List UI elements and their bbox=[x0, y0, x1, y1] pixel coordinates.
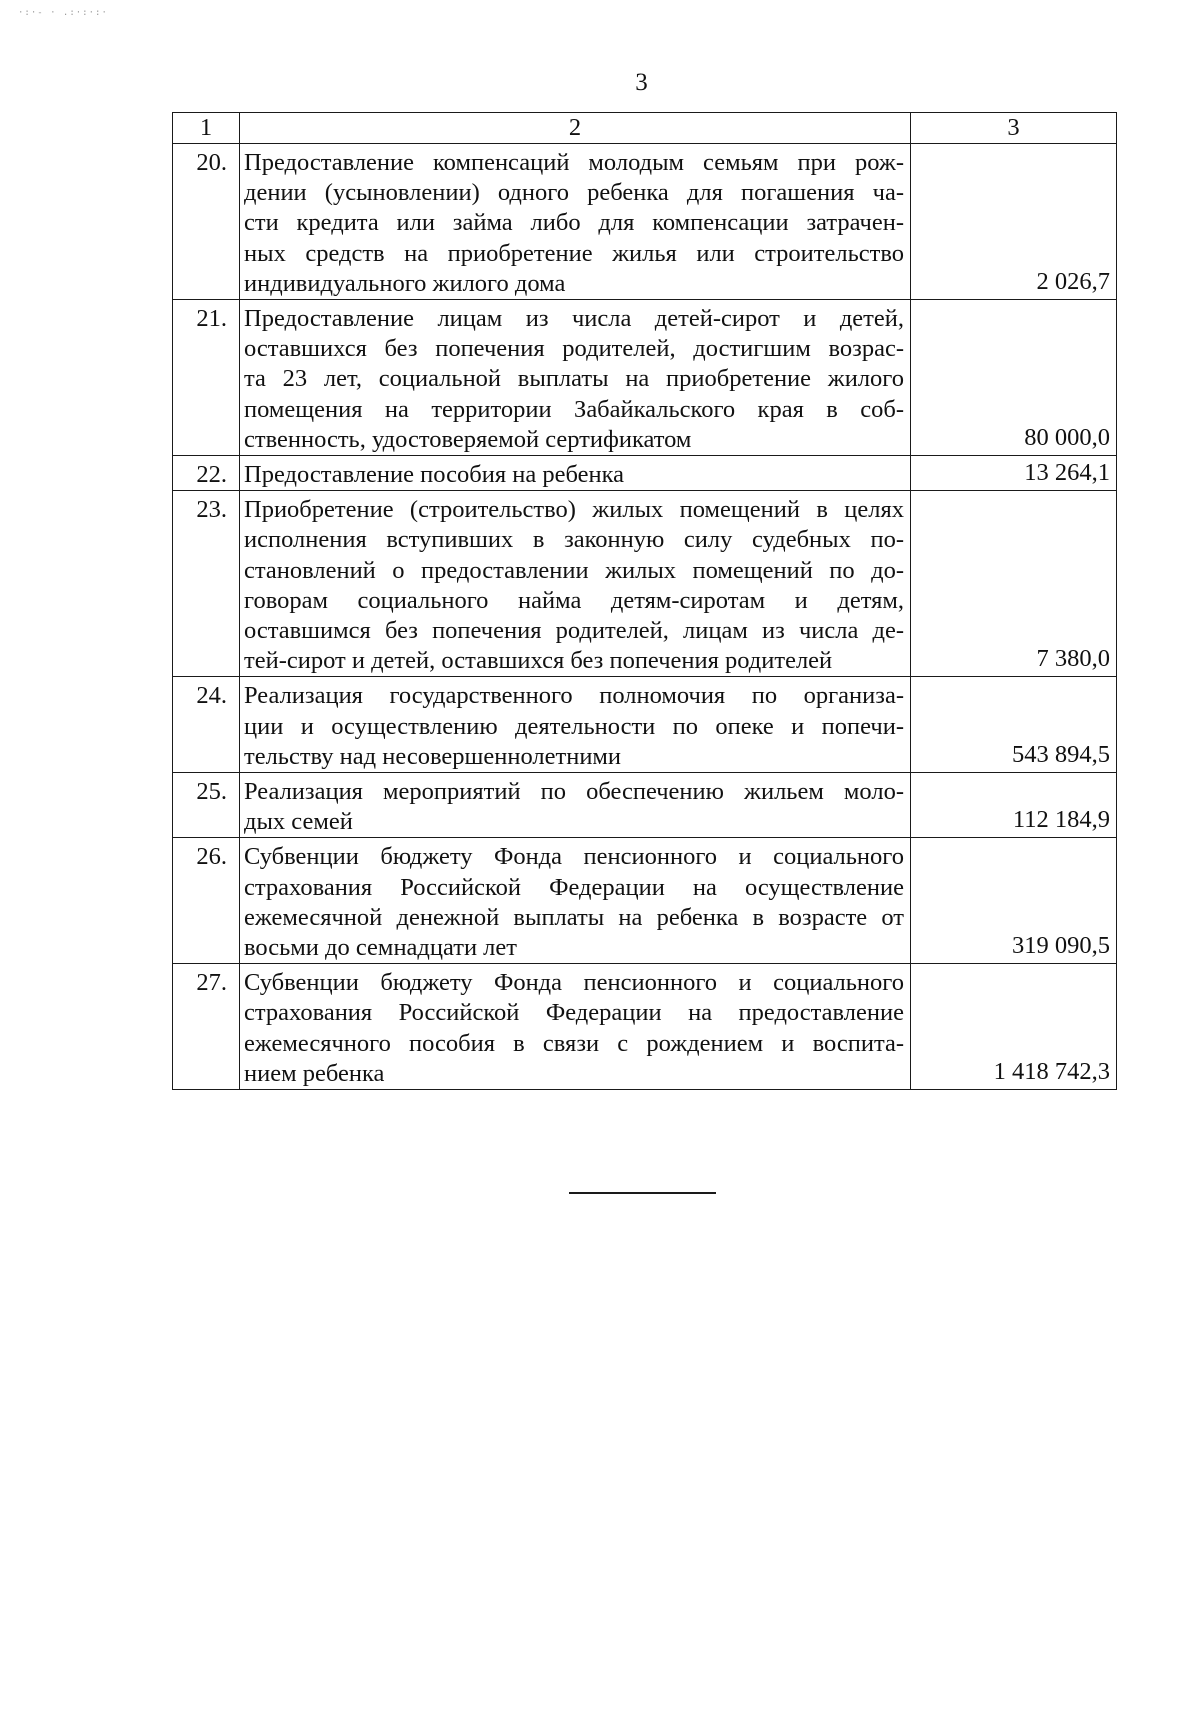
description-line: сти кредита или займа либо для компенсации затрачен- bbox=[244, 209, 904, 237]
row-number: 25. bbox=[173, 773, 240, 838]
row-description bbox=[240, 773, 911, 838]
description-line: ежемесячной денежной выплаты на ребенка в возрасте от bbox=[244, 903, 904, 931]
row-number: 20. bbox=[173, 144, 240, 300]
description-line: Предоставление пособия на ребенка bbox=[244, 461, 624, 489]
description-line: оставшихся без попечения родителей, достигшим возрас- bbox=[244, 335, 904, 363]
row-amount: 543 894,5 bbox=[911, 677, 1117, 773]
row-description bbox=[240, 144, 911, 300]
description-line: ции и осуществлению деятельности по опеке и попечи- bbox=[244, 712, 904, 740]
row-description bbox=[240, 456, 911, 491]
row-number: 21. bbox=[173, 300, 240, 456]
description-line: Реализация мероприятий по обеспечению жильем моло- bbox=[244, 778, 904, 806]
row-amount: 80 000,0 bbox=[911, 300, 1117, 456]
row-description bbox=[240, 491, 911, 677]
row-amount: 319 090,5 bbox=[911, 838, 1117, 964]
description-line: тей-сирот и детей, оставшихся без попечения родителей bbox=[244, 647, 833, 675]
row-description bbox=[240, 838, 911, 964]
description-line: Предоставление компенсаций молодым семьям при рож- bbox=[244, 149, 904, 176]
table-row bbox=[173, 300, 1117, 456]
table-row bbox=[173, 838, 1117, 964]
description-line: страхования Российской Федерации на осуществление bbox=[244, 873, 904, 901]
description-line: исполнения вступивших в законную силу судебных по- bbox=[244, 526, 904, 554]
row-number: 22. bbox=[173, 456, 240, 491]
description-line: нием ребенка bbox=[244, 1059, 385, 1087]
description-line: Приобретение (строительство) жилых помещений в целях bbox=[244, 496, 904, 524]
description-line: дых семей bbox=[244, 808, 353, 836]
row-amount: 112 184,9 bbox=[911, 773, 1117, 838]
description-line: та 23 лет, социальной выплаты на приобретение жилого bbox=[244, 365, 904, 393]
row-amount: 13 264,1 bbox=[911, 456, 1117, 491]
description-line: Субвенции бюджету Фонда пенсионного и социального bbox=[244, 969, 904, 997]
description-line: Реализация государственного полномочия по организа- bbox=[244, 682, 904, 710]
table-header-row bbox=[173, 113, 1117, 144]
description-line: восьми до семнадцати лет bbox=[244, 934, 517, 962]
appropriations-table bbox=[172, 112, 1117, 1090]
table-row bbox=[173, 144, 1117, 300]
description-line: страхования Российской Федерации на предоставление bbox=[244, 999, 904, 1027]
scan-artifact: ·:·- · .:·:·:· bbox=[18, 8, 108, 18]
description-line: говорам социального найма детям-сиротам и детям, bbox=[244, 586, 904, 614]
row-amount: 7 380,0 bbox=[911, 491, 1117, 677]
description-line: ежемесячного пособия в связи с рождением и воспита- bbox=[244, 1029, 904, 1057]
description-line: оставшимся без попечения родителей, лицам из числа де- bbox=[244, 617, 904, 645]
table-row bbox=[173, 964, 1117, 1090]
column-header-3: 3 bbox=[911, 113, 1117, 144]
description-line: ных средств на приобретение жилья или строительство bbox=[244, 239, 904, 267]
description-line: индивидуального жилого дома bbox=[244, 269, 566, 297]
description-line: дении (усыновлении) одного ребенка для погашения ча- bbox=[244, 179, 904, 207]
column-header-2: 2 bbox=[240, 113, 911, 144]
row-description bbox=[240, 964, 911, 1090]
table-row bbox=[173, 491, 1117, 677]
end-of-document-rule bbox=[569, 1192, 716, 1194]
description-line: ственность, удостоверяемой сертификатом bbox=[244, 425, 692, 453]
row-amount: 1 418 742,3 bbox=[911, 964, 1117, 1090]
description-line: становлений о предоставлении жилых помещений по до- bbox=[244, 556, 904, 584]
description-line: помещения на территории Забайкальского края в соб- bbox=[244, 395, 904, 423]
row-number: 27. bbox=[173, 964, 240, 1090]
row-amount: 2 026,7 bbox=[911, 144, 1117, 300]
page-number: 3 bbox=[635, 69, 648, 96]
row-description bbox=[240, 300, 911, 456]
table-row bbox=[173, 456, 1117, 491]
description-line: Субвенции бюджету Фонда пенсионного и социального bbox=[244, 843, 904, 871]
row-number: 26. bbox=[173, 838, 240, 964]
description-line: Предоставление лицам из числа детей-сирот и детей, bbox=[244, 305, 904, 333]
description-line: тельству над несовершеннолетними bbox=[244, 742, 622, 770]
column-header-1: 1 bbox=[173, 113, 240, 144]
table-row bbox=[173, 677, 1117, 773]
table-row bbox=[173, 773, 1117, 838]
row-number: 23. bbox=[173, 491, 240, 677]
row-number: 24. bbox=[173, 677, 240, 773]
row-description bbox=[240, 677, 911, 773]
